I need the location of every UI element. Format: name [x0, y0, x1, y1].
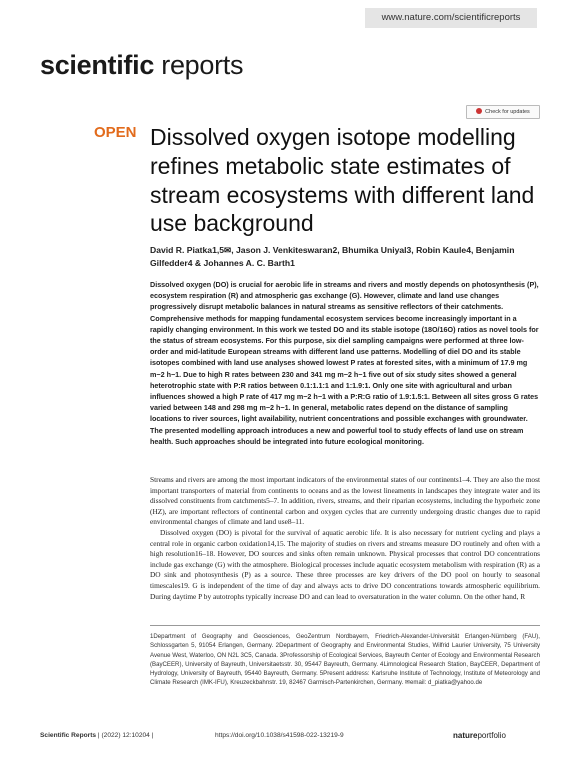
- affiliations: 1Department of Geography and Geosciences, GeoZentrum Nordbayern, Friedrich-Alexander-Universität Erlangen-Nürnberg (FAU), Schlossgarten 5, 91054 Erlangen, Germany. 2Department of Geography and Environmental Studies, Wilfrid Laurier University, 75 University Avenue West, Waterloo, ON N2L 3C5, Canada. 3Professorship of Ecological Services, Bayreuth Center of Ecology and Environmental Research (BayCEER), University of Bayreuth, Universitaetsstr. 30, 95447 Bayreuth, Germany. 4Limnological Research Station, BayCEER, Department of Hydrology, University of Bayreuth, 95440 Bayreuth, Germany. 5Present address: Karlsruhe Institute of Technology, Institute of Meteorology and Climate Research (IMK-IFU), Kreuzeckbahnstr. 19, 82467 Garmisch-Partenkirchen, Germany. ✉email: d_piatka@yahoo.de: [150, 633, 540, 687]
- journal-logo: [40, 50, 243, 81]
- publisher-logo-bold: nature: [453, 731, 478, 740]
- publisher-logo-light: portfolio: [477, 731, 506, 740]
- article-title: Dissolved oxygen isotope modelling refines metabolic state estimates of stream ecosystems with different land use background: [150, 124, 535, 237]
- article-body: [150, 475, 540, 602]
- check-for-updates-button[interactable]: [466, 105, 540, 119]
- crossmark-icon: [476, 108, 482, 114]
- footer-doi-link[interactable]: https://doi.org/10.1038/s41598-022-13219-9: [215, 732, 344, 739]
- journal-logo-bold: scientific: [40, 50, 155, 80]
- abstract: Dissolved oxygen (DO) is crucial for aerobic life in streams and rivers and mostly depends on photosynthesis (P), ecosystem respiration (R) and atmospheric gas exchange (G). However, climate and land use changes progressively disrupt metabolic balances in natural streams as sensitive reflectors of their catchments. Comprehensive methods for mapping fundamental ecosystem services become increasingly important in a rapidly changing environment. In this work we tested DO and its stable isotope (18O/16O) ratios as novel tools for the status of stream ecosystems. For this purpose, six diel sampling campaigns were performed at three low-order and mid-latitude European streams with different land use patterns. Modelling of diel DO and its stable isotopes combined with land use analyses showed lowest P rates at forested sites, with a minimum of 17.9 mg m−2 h−1. Due to high R rates between 230 and 341 mg m−2 h−1 five out of six study sites showed a general heterotrophic state with P:R ratios between 0.1:1.1:1 and 1:1.9:1. Only one site with agricultural and urban influences showed a high P rate of 417 mg m−2 h−1 with a P:R:G ratio of 1.9:1.5:1. Between all sites gross G rates varied between 148 and 298 mg m−2 h−1. In general, metabolic rates depend on the distance of sampling locations to river sources, light availability, nutrient concentrations and possible exchanges with groundwater. The presented modelling approach introduces a new and powerful tool to study effects of land use on stream health. Such approaches should be integrated into future ecological monitoring.: [150, 280, 539, 446]
- journal-url[interactable]: www.nature.com/scientificreports: [365, 8, 537, 28]
- check-for-updates-label: Check for updates: [485, 109, 530, 115]
- publisher-logo: [453, 731, 506, 740]
- author-list: David R. Piatka1,5✉, Jason J. Venkiteswaran2, Bhumika Uniyal3, Robin Kaule4, Benjamin Gilfedder4 & Johannes A. C. Barth1: [150, 245, 515, 268]
- body-paragraph: Streams and rivers are among the most important indicators of the environmental states of our continents1–4. They are also the most important transporters of material from continents to oceans and as the lowest lineaments in landscapes they integrate water and its dissolved constituents from catchments5–7. In addition, rivers, streams, and their riparian ecosystems, including the hyporheic zone (HZ), are important reflectors of continental carbon and oxygen cycles that are currently undergoing drastic changes due to rapid environmental changes of climate and land use8–11.: [150, 475, 540, 527]
- page-footer: Scientific Reports | (2022) 12:10204 | https://doi.org/10.1038/s41598-022-13219-9: [40, 732, 344, 739]
- footer-citation: (2022) 12:10204: [101, 732, 150, 739]
- journal-logo-light: reports: [161, 50, 244, 80]
- open-access-label: OPEN: [94, 124, 137, 141]
- body-paragraph: Dissolved oxygen (DO) is pivotal for the survival of aquatic aerobic life. It is also necessary for nutrient cycling and plays a central role in organic carbon oxidation14,15. The majority of studies on rivers and streams measure DO routinely and often with a high resolution16–18. However, DO sources and sinks often remain unknown. Physical processes that control DO concentrations include gas exchange (G) with the atmosphere. Biological processes include aquatic ecosystem metabolism with respiration (R) as a DO sink and photosynthesis (P) as a source. These three processes are key drivers of the DO pool on hourly to seasonal timescales19. G is independent of the time of day and always acts to drive DO concentrations towards atmospheric equilibrium. During daytime P by autotrophs typically increase DO and can lead to oversaturation in the water column. On the other hand, R: [150, 527, 540, 601]
- affiliation-divider: [150, 625, 540, 626]
- footer-journal: Scientific Reports: [40, 732, 97, 739]
